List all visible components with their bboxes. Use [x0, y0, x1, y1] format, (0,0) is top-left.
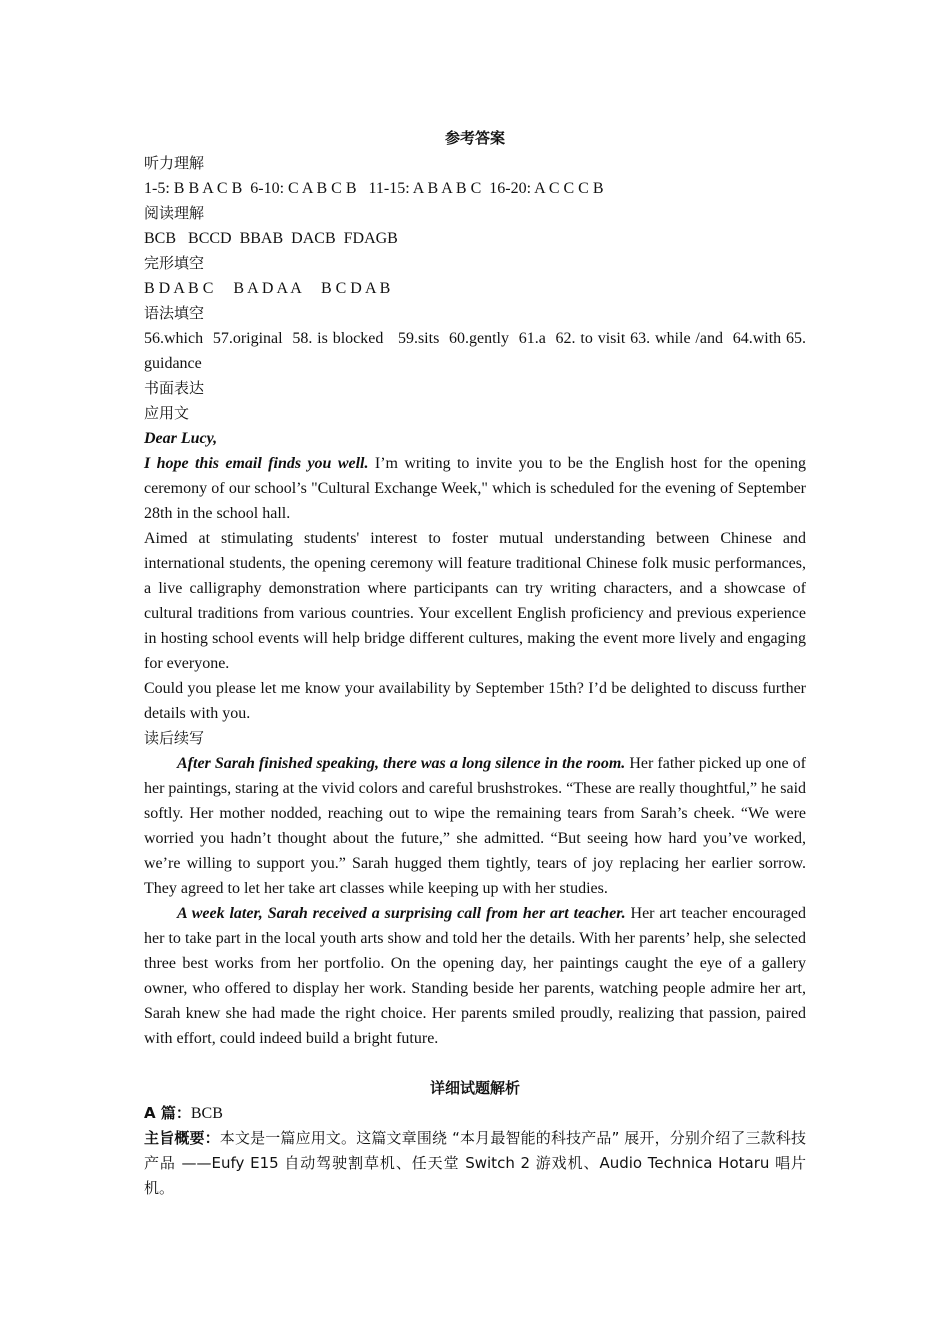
letter-paragraph-2: Aimed at stimulating students' interest to foster mutual understanding between Chinese and international students, the opening ceremony will feature traditional Chinese folk music performances, a live calligraphy demonstration where participants can try writing characters, and a showcase of cultural traditions from various countries. Your excellent English proficiency and previous experience in hosting school events will help bridge different cultures, making the event more lively and engaging for everyone. [144, 530, 806, 672]
grammar-heading: 语法填空 [144, 304, 205, 322]
analysis-title: 详细试题解析 [429, 1079, 520, 1097]
continuation-paragraph-2 [144, 901, 806, 1051]
listening-answers: 1-5: B B A C B 6-10: C A B C B 11-15: A B A B C 16-20: A C C C B [144, 180, 604, 197]
listening-heading: 听力理解 [144, 154, 205, 172]
cloze-heading: 完形填空 [144, 254, 205, 272]
letter-opening-sentence: I hope this email finds you well. [144, 455, 369, 472]
analysis-summary [144, 1126, 806, 1201]
grammar-answers: 56.which 57.original 58. is blocked 59.sits 60.gently 61.a 62. to visit 63. while /and 64.with 65. guidance [144, 330, 810, 372]
practical-writing-heading: 应用文 [144, 404, 190, 422]
continuation-paragraph-1 [144, 751, 806, 901]
continuation-paragraph-1-lead: After Sarah finished speaking, there was a long silence in the room. [177, 755, 626, 772]
reading-heading: 阅读理解 [144, 204, 205, 222]
analysis-section-label: A 篇： [144, 1104, 191, 1122]
letter-paragraph-3: Could you please let me know your availability by September 15th? I’d be delighted to discuss further details with you. [144, 680, 806, 722]
analysis-summary-text: 本文是一篇应用文。这篇文章围绕 “本月最智能的科技产品” 展开，分别介绍了三款科技产品 ——Eufy E15 自动驾驶割草机、任天堂 Switch 2 游戏机、Audio Technica Hotaru 唱片机。 [144, 1129, 806, 1197]
continuation-paragraph-1-text: Her father picked up one of her paintings, staring at the vivid colors and careful brushstrokes. “These are really thoughtful,” he said softly. Her mother nodded, reaching out to wipe the remaining tears from Sarah’s cheek. “We were worried you hadn’t thought about the future,” she admitted. “But seeing how hard you’ve worked, we’re willing to support you.” Sarah hugged them tightly, tears of joy replacing her earlier sorrow. They agreed to let her take art classes while keeping up with her studies. [144, 755, 807, 897]
continuation-paragraph-2-lead: A week later, Sarah received a surprising call from her art teacher. [177, 905, 626, 922]
continuation-writing-heading: 读后续写 [144, 729, 205, 747]
analysis-section-answer: BCB [190, 1105, 223, 1122]
letter-salutation: Dear Lucy, [144, 430, 218, 447]
document-content [144, 126, 810, 1201]
letter-paragraph-1 [144, 451, 806, 526]
continuation-paragraph-2-text: Her art teacher encouraged her to take part in the local youth arts show and told her the details. With her parents’ help, she selected three best works from her portfolio. On the opening day, her paintings caught the eye of a gallery owner, who offered to display her work. Standing beside her parents, watching people admire her art, Sarah knew she had made the right choice. Her parents smiled proudly, realizing that passion, paired with effort, could indeed build a bright future. [144, 905, 806, 1047]
reading-answers: BCB BCCD BBAB DACB FDAGB [144, 230, 398, 247]
answers-title: 参考答案 [444, 129, 505, 147]
section-spacer [144, 1051, 806, 1076]
letter-paragraph-1-text: I’m writing to invite you to be the English host for the opening ceremony of our school’s "Cultural Exchange Week," which is scheduled for the evening of September 28th in the school hall. [144, 455, 806, 522]
writing-heading: 书面表达 [144, 379, 205, 397]
analysis-summary-label: 主旨概要： [144, 1129, 220, 1147]
cloze-answers: B D A B C B A D A A B C D A B [144, 280, 391, 297]
analysis-section-a [144, 1101, 806, 1126]
